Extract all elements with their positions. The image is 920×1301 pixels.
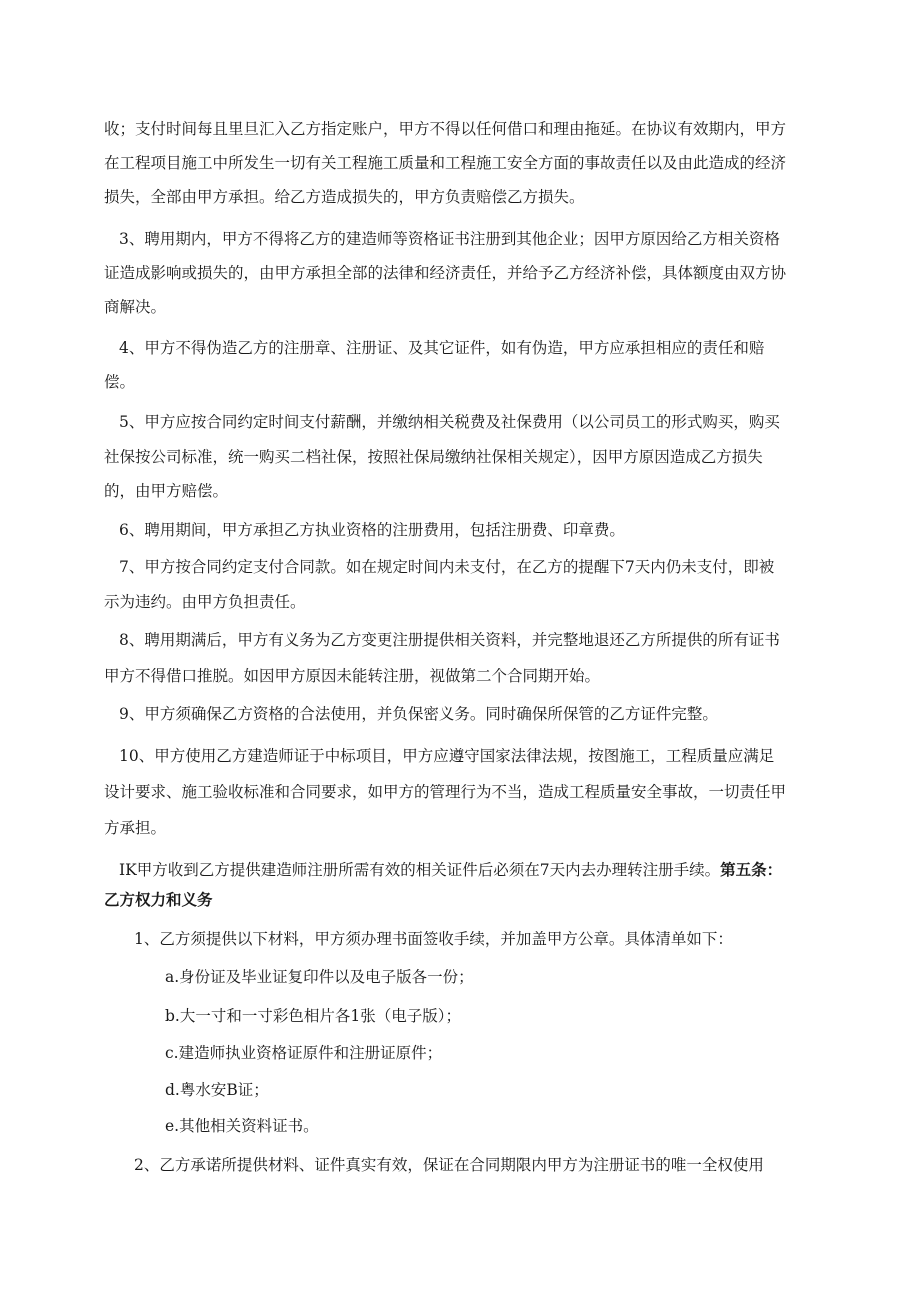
material-item: e.其他相关资料证书。 <box>165 1117 319 1135</box>
para-line: 在工程项目施工中所发生一切有关工程施工质量和工程施工安全方面的事故责任以及由此造成的经济 <box>104 154 787 172</box>
clause-8-line: 甲方不得借口推脱。如因甲方原因未能转注册，视做第二个合同期开始。 <box>104 667 601 685</box>
article-5-heading: 第五条： <box>720 860 783 879</box>
material-item: a.身份证及毕业证复印件以及电子版各一份； <box>165 968 474 986</box>
clause-10-line: 设计要求、施工验收标准和合同要求，如甲方的管理行为不当，造成工程质量安全事故，一切责任甲 <box>104 783 787 801</box>
para-line: 收；支付时间每且里旦汇入乙方指定账户，甲方不得以任何借口和理由拖延。在协议有效期内，甲方 <box>104 120 787 138</box>
clause-3-line: 证造成影响或损失的，由甲方承担全部的法律和经济责任，并给予乙方经济补偿，具体额度由双方协 <box>104 264 787 282</box>
clause-5-line: 的，由甲方赔偿。 <box>104 482 229 500</box>
clause-3-line: 商解决。 <box>104 298 167 316</box>
clause-10-line: 10、甲方使用乙方建造师证于中标项目，甲方应遵守国家法律法规，按图施工，工程质量应满足 <box>119 747 775 765</box>
clause-11-line <box>119 860 782 880</box>
clause-5-line: 5、甲方应按合同约定时间支付薪酬，并缴纳相关税费及社保费用（以公司员工的形式购买，购买 <box>119 413 780 431</box>
material-item: b.大一寸和一寸彩色相片各1张（电子版）； <box>165 1007 461 1025</box>
article-5-title: 乙方权力和义务 <box>104 890 213 909</box>
clause-7-line: 7、甲方按合同约定支付合同款。如在规定时间内未支付，在乙方的提醒下7天内仍未支付，即被 <box>119 558 775 576</box>
clause-5-line: 社保按公司标准，统一购买二档社保，按照社保局缴纳社保相关规定），因甲方原因造成乙方损失 <box>104 448 763 466</box>
clause-6-line: 6、聘用期间，甲方承担乙方执业资格的注册费用，包括注册费、印章费。 <box>119 521 625 539</box>
clause-4-line: 偿。 <box>104 373 136 391</box>
party-b-item-1: 1、乙方须提供以下材料，甲方须办理书面签收手续，并加盖甲方公章。具体清单如下： <box>134 930 733 948</box>
clause-7-line: 示为违约。由甲方负担责任。 <box>104 593 306 611</box>
clause-9-line: 9、甲方须确保乙方资格的合法使用，并负保密义务。同时确保所保管的乙方证件完整。 <box>119 705 718 723</box>
party-b-item-2: 2、乙方承诺所提供材料、证件真实有效，保证在合同期限内甲方为注册证书的唯一全权使用 <box>134 1156 764 1174</box>
para-line: 损失，全部由甲方承担。给乙方造成损失的，甲方负责赔偿乙方损失。 <box>104 188 585 206</box>
material-item: c.建造师执业资格证原件和注册证原件； <box>165 1044 443 1062</box>
clause-10-line: 方承担。 <box>104 819 167 837</box>
clause-3-line: 3、聘用期内，甲方不得将乙方的建造师等资格证书注册到其他企业；因甲方原因给乙方相关资格 <box>119 230 780 248</box>
clause-4-line: 4、甲方不得伪造乙方的注册章、注册证、及其它证件，如有伪造，甲方应承担相应的责任和赔 <box>119 339 765 357</box>
clause-8-line: 8、聘用期满后，甲方有义务为乙方变更注册提供相关资料，并完整地退还乙方所提供的所有证书 <box>119 631 780 649</box>
material-item: d.粤水安B证； <box>165 1081 269 1099</box>
clause-11-text: IK甲方收到乙方提供建造师注册所需有效的相关证件后必须在7天内去办理转注册手续。 <box>119 861 721 879</box>
